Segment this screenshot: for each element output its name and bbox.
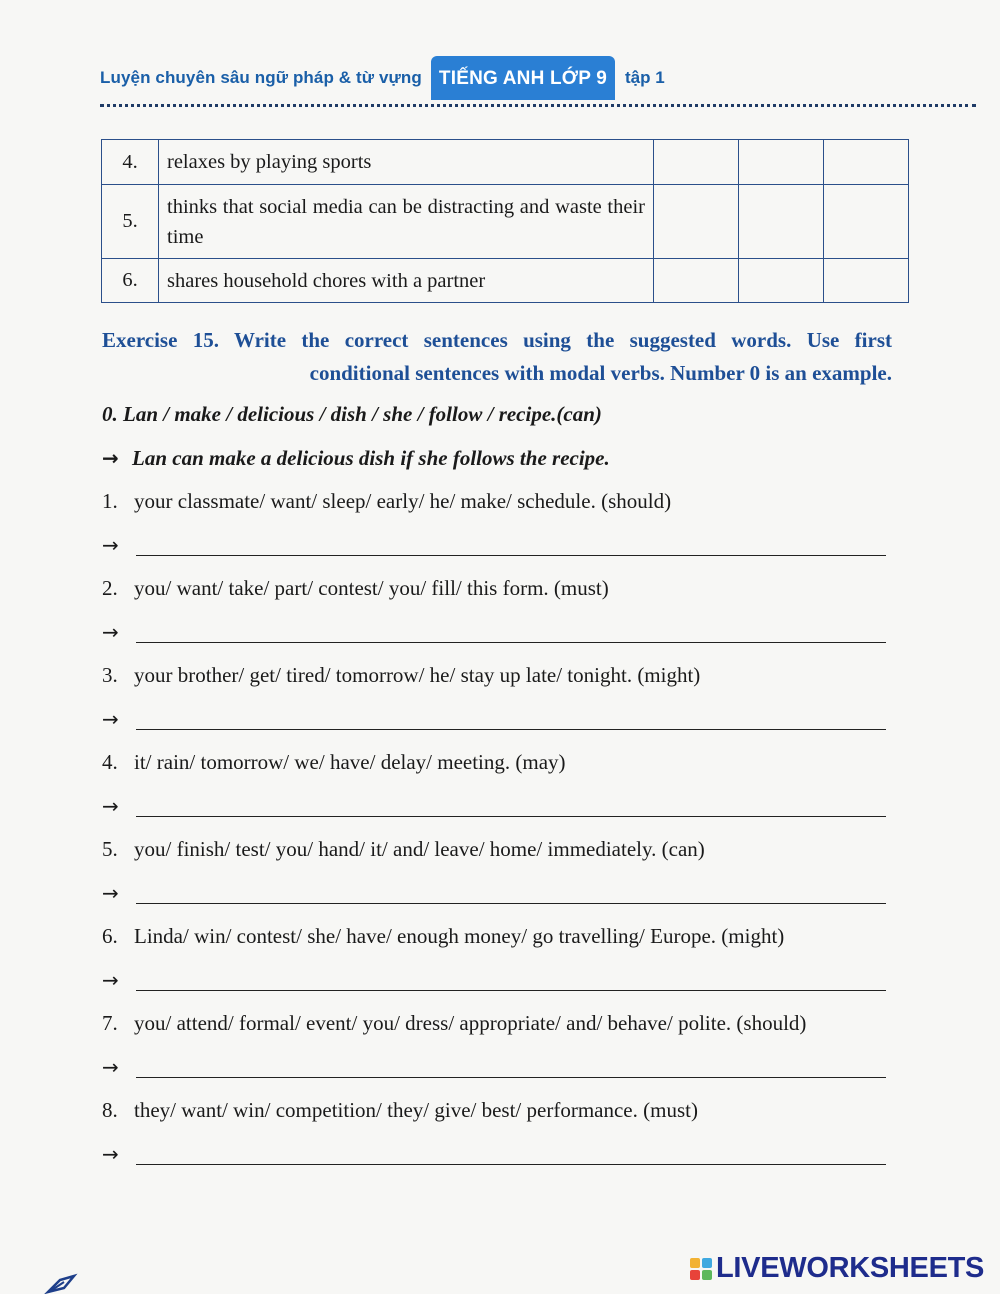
exercise-item-1 (102, 489, 902, 569)
answer-cell[interactable] (739, 259, 824, 303)
item-prompt (102, 924, 784, 949)
item-text: Linda/ win/ contest/ she/ have/ enough money/ go travelling/ Europe. (might) (134, 924, 785, 948)
table-row (102, 259, 909, 303)
item-number: 7. (102, 1011, 118, 1035)
exercise-item-6 (102, 924, 902, 1004)
liveworksheets-logo-icon (690, 1258, 712, 1280)
row-number: 4. (102, 140, 159, 185)
exercise-item-8 (102, 1098, 902, 1178)
arrow-icon: → (102, 707, 119, 731)
item-number: 6. (102, 924, 118, 948)
answer-input-3[interactable] (136, 729, 886, 730)
item-prompt (102, 576, 609, 601)
exercise-item-5 (102, 837, 902, 917)
arrow-icon: → (102, 533, 119, 557)
answer-cell[interactable] (739, 185, 824, 259)
answer-input-5[interactable] (136, 903, 886, 904)
arrow-icon: → (102, 1055, 119, 1079)
item-prompt (102, 1098, 698, 1123)
item-text: you/ finish/ test/ you/ hand/ it/ and/ leave/ home/ immediately. (can) (134, 837, 705, 861)
pen-icon (44, 1272, 84, 1294)
example-prompt: 0. Lan / make / delicious / dish / she / follow / recipe.(can) (102, 402, 602, 426)
row-number: 6. (102, 259, 159, 303)
exercise-heading-line2: conditional sentences with modal verbs. Number 0 is an example. (309, 361, 892, 385)
survey-table (101, 139, 909, 303)
header-prefix: Luyện chuyên sâu ngữ pháp & từ vựng (100, 68, 422, 87)
arrow-icon: → (102, 1142, 119, 1166)
item-number: 2. (102, 576, 118, 600)
answer-cell[interactable] (824, 140, 909, 185)
row-number: 5. (102, 185, 159, 259)
answer-input-2[interactable] (136, 642, 886, 643)
item-prompt (102, 750, 566, 775)
exercise-heading-line1: Exercise 15. Write the correct sentences using the suggested words. Use first (102, 328, 892, 352)
exercise-item-4 (102, 750, 902, 830)
answer-cell[interactable] (654, 185, 739, 259)
example-answer-row (102, 446, 610, 471)
row-description: relaxes by playing sports (159, 140, 654, 185)
item-text: they/ want/ win/ competition/ they/ give/ best/ performance. (must) (134, 1098, 698, 1122)
exercise-heading (102, 324, 892, 390)
item-number: 4. (102, 750, 118, 774)
answer-cell[interactable] (739, 140, 824, 185)
item-number: 1. (102, 489, 118, 513)
item-prompt (102, 837, 705, 862)
page-header (100, 50, 665, 106)
item-prompt (102, 489, 671, 514)
row-description: thinks that social media can be distracting and waste their time (159, 185, 654, 259)
exercise-item-2 (102, 576, 902, 656)
arrow-icon: → (102, 968, 119, 992)
item-text: you/ want/ take/ part/ contest/ you/ fill/ this form. (must) (134, 576, 609, 600)
answer-cell[interactable] (824, 185, 909, 259)
header-badge: TIẾNG ANH LỚP 9 (431, 56, 615, 100)
answer-input-7[interactable] (136, 1077, 886, 1078)
arrow-icon: → (102, 881, 119, 905)
item-number: 8. (102, 1098, 118, 1122)
header-volume: tập 1 (624, 68, 665, 87)
item-text: your brother/ get/ tired/ tomorrow/ he/ stay up late/ tonight. (might) (134, 663, 701, 687)
answer-input-8[interactable] (136, 1164, 886, 1165)
row-description: shares household chores with a partner (159, 259, 654, 303)
item-text: it/ rain/ tomorrow/ we/ have/ delay/ meeting. (may) (134, 750, 566, 774)
answer-input-4[interactable] (136, 816, 886, 817)
item-prompt (102, 663, 700, 688)
liveworksheets-logo[interactable] (690, 1252, 984, 1285)
item-number: 5. (102, 837, 118, 861)
arrow-icon: → (102, 446, 119, 470)
table-row (102, 185, 909, 259)
item-text: your classmate/ want/ sleep/ early/ he/ make/ schedule. (should) (134, 489, 672, 513)
answer-input-6[interactable] (136, 990, 886, 991)
answer-cell[interactable] (654, 140, 739, 185)
brand-name: LIVEWORKSHEETS (716, 1252, 985, 1284)
exercise-item-3 (102, 663, 902, 743)
answer-cell[interactable] (654, 259, 739, 303)
header-dotted-divider (100, 104, 976, 107)
table-row (102, 140, 909, 185)
item-prompt (102, 1011, 806, 1036)
example-answer: Lan can make a delicious dish if she follows the recipe. (132, 446, 610, 470)
item-text: you/ attend/ formal/ event/ you/ dress/ appropriate/ and/ behave/ polite. (should) (134, 1011, 807, 1035)
answer-cell[interactable] (824, 259, 909, 303)
answer-input-1[interactable] (136, 555, 886, 556)
arrow-icon: → (102, 620, 119, 644)
arrow-icon: → (102, 794, 119, 818)
item-number: 3. (102, 663, 118, 687)
exercise-item-7 (102, 1011, 902, 1091)
